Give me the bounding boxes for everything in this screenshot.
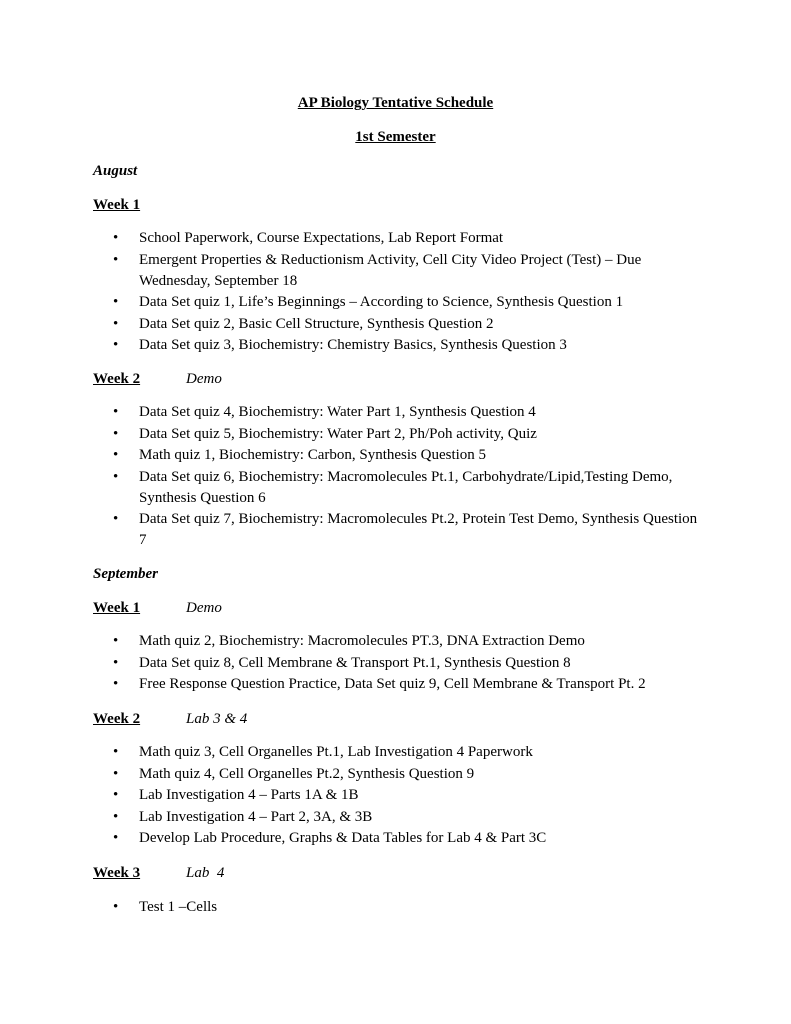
week-label: Week 2	[93, 371, 141, 387]
week-note: Lab 3 & 4	[186, 711, 248, 727]
month-heading-september: September	[93, 566, 158, 582]
week-heading	[93, 369, 222, 390]
bullet-icon: •	[113, 425, 119, 442]
list-item: • Free Response Question Practice, Data Set quiz 9, Cell Membrane & Transport Pt. 2	[0, 674, 699, 695]
list-item: • Math quiz 3, Cell Organelles Pt.1, Lab Investigation 4 Paperwork	[0, 742, 699, 763]
bullet-icon: •	[113, 654, 119, 671]
list-item: • School Paperwork, Course Expectations, Lab Report Format	[0, 228, 699, 249]
list-item: • Data Set quiz 2, Basic Cell Structure, Synthesis Question 2	[0, 314, 699, 335]
semester-heading: 1st Semester	[355, 129, 436, 145]
week-item-list	[0, 897, 791, 919]
week-label: Week 2	[93, 711, 141, 727]
list-item: • Data Set quiz 8, Cell Membrane & Transport Pt.1, Synthesis Question 8	[0, 653, 699, 674]
bullet-icon: •	[113, 230, 119, 246]
bullet-icon: •	[113, 337, 119, 353]
week-item-list	[0, 402, 791, 552]
bullet-icon: •	[113, 447, 119, 463]
list-item: • Data Set quiz 7, Biochemistry: Macromolecules Pt.2, Protein Test Demo, Synthesis Question 7	[113, 511, 698, 548]
bullet-icon: •	[113, 294, 119, 310]
bullet-icon: •	[113, 676, 119, 692]
bullet-icon: •	[113, 899, 119, 915]
bullet-icon: •	[113, 468, 119, 485]
list-item: • Develop Lab Procedure, Graphs & Data Tables for Lab 4 & Part 3C	[0, 828, 699, 849]
week-note: Lab 4	[186, 865, 225, 881]
list-item: • Data Set quiz 1, Life’s Beginnings – According to Science, Synthesis Question 1	[0, 292, 699, 313]
bullet-icon: •	[113, 808, 119, 825]
week-heading	[93, 709, 247, 730]
week-heading	[93, 598, 222, 619]
bullet-icon: •	[113, 765, 119, 782]
week-item-list	[0, 742, 791, 850]
list-item: • Emergent Properties & Reductionism Activity, Cell City Video Project (Test) – Due Wednesday, September 18	[113, 251, 642, 289]
list-item: • Data Set quiz 6, Biochemistry: Macromolecules Pt.1, Carbohydrate/Lipid,Testing Demo, Synthesis Question 6	[113, 468, 673, 506]
bullet-icon: •	[113, 511, 119, 527]
week-note: Demo	[186, 600, 222, 616]
list-item: • Math quiz 2, Biochemistry: Macromolecules PT.3, DNA Extraction Demo	[0, 631, 699, 652]
list-item: • Data Set quiz 3, Biochemistry: Chemistry Basics, Synthesis Question 3	[0, 335, 699, 356]
week-item-list	[0, 631, 791, 696]
week-label: Week 1	[93, 600, 141, 616]
week-item-list	[0, 228, 791, 357]
list-item: • Math quiz 4, Cell Organelles Pt.2, Synthesis Question 9	[0, 764, 699, 785]
list-item: • Math quiz 1, Biochemistry: Carbon, Synthesis Question 5	[0, 445, 699, 466]
week-heading	[93, 195, 186, 216]
month-heading-august: August	[93, 163, 138, 179]
bullet-icon: •	[113, 744, 119, 760]
bullet-icon: •	[113, 787, 119, 803]
week-label: Week 1	[93, 197, 141, 213]
list-item: • Data Set quiz 5, Biochemistry: Water Part 2, Ph/Poh activity, Quiz	[0, 424, 699, 445]
bullet-icon: •	[113, 251, 119, 268]
list-item: • Data Set quiz 4, Biochemistry: Water Part 1, Synthesis Question 4	[0, 402, 699, 423]
bullet-icon: •	[113, 404, 119, 420]
list-item: • Test 1 –Cells	[0, 897, 699, 918]
list-item: • Lab Investigation 4 – Part 2, 3A, & 3B	[0, 807, 699, 828]
bullet-icon: •	[113, 633, 119, 649]
list-item: • Lab Investigation 4 – Parts 1A & 1B	[0, 785, 699, 806]
bullet-icon: •	[113, 315, 119, 332]
week-heading	[93, 863, 224, 884]
bullet-icon: •	[113, 830, 119, 846]
week-label: Week 3	[93, 865, 141, 881]
week-note: Demo	[186, 371, 222, 387]
page-title: AP Biology Tentative Schedule	[297, 95, 494, 111]
